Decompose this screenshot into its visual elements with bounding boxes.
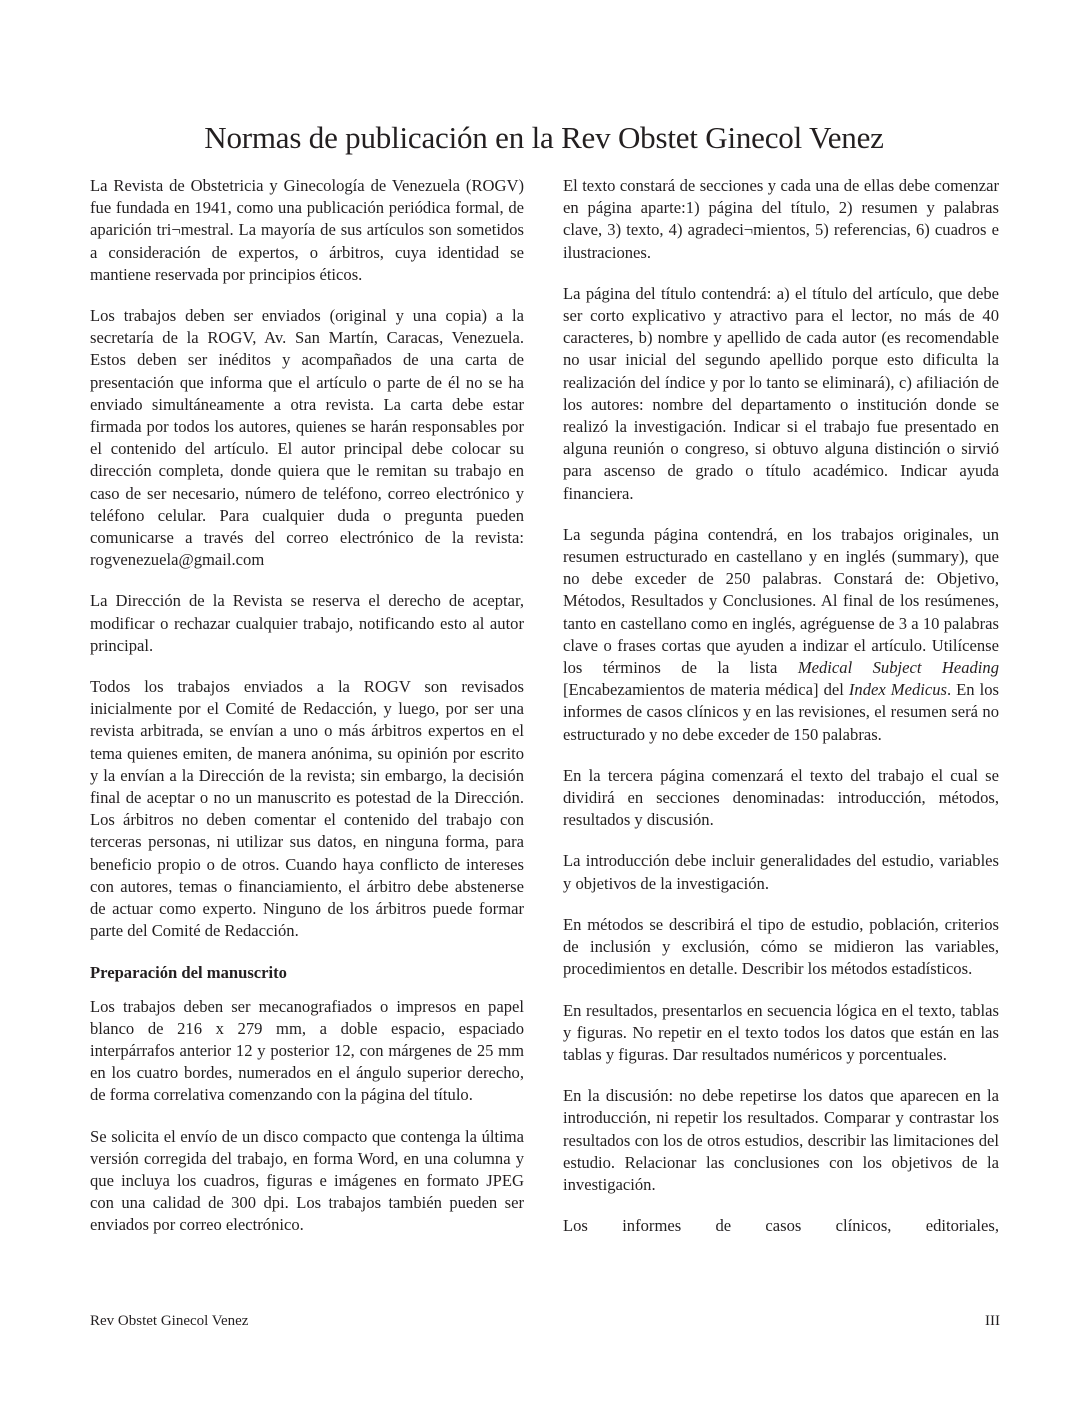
footer-page-number: III — [985, 1313, 1000, 1329]
paragraph-abstract — [563, 524, 999, 746]
paragraph-discussion: En la discusión: no debe repetirse los datos que aparecen en la introducción, ni repetir los resultados. Comparar y contrastar los resultados con los de otros estudios, describir las limitaciones del estudio. Relacionar las conclusiones con los objetivos de la investigación. — [563, 1086, 999, 1194]
paragraph-submission: Los trabajos deben ser enviados (original y una copia) a la secretaría de la ROGV, Av. San Martín, Caracas, Venezuela. Estos deben ser inéditos y acompañados de una carta de presentación que informa que el artículo o parte de él no se ha enviado simultáneamente a otra revista. La carta debe estar firmada por todos los autores, quienes se harán responsables por el contenido del artículo. El autor principal debe colocar su dirección completa, donde quiera que le remitan su trabajo en caso de ser necesario, número de teléfono, correo electrónico y teléfono celular. Para cualquier duda o pregunta pueden comunicarse a través del correo electrónico de la revista: rogvenezuela@gmail.com — [90, 306, 524, 570]
paragraph-title-page: La página del título contendrá: a) el título del artículo, que debe ser corto explicativo y atractivo para el lector, no más de 40 caracteres, b) nombre y apellido de cada autor (es recomendable no usar inicial del segundo apellido porque esto dificulta la realización del índice y por lo tanto se eliminará), c) afiliación de los autores: nombre del departamento o institución donde se realizó la investigación. Indicar si el trabajo fue presentado en alguna reunión o congreso, si obtuvo alguna distinción o sirvió para ascenso de grado o título académico. Indicar ayuda financiera. — [563, 283, 999, 503]
abstract-text-a: La segunda página contendrá, en los trabajos originales, un resumen estructurado en castellano y en inglés (summary), que no debe exceder de 250 palabras. Constará de: Objetivo, Métodos, Resultados y Conclusiones. Al final de los resúmenes, tanto en castellano como en inglés, agréguense de 3 a 10 palabras clave o frases cortas que ayuden a indizar el artículo. Utilícense los términos de la lista — [563, 524, 999, 678]
paragraph-case-reports: Los informes de casos clínicos, editoriales, — [563, 1216, 999, 1236]
paragraph-results: En resultados, presentarlos en secuencia lógica en el texto, tablas y figuras. No repetir en el texto todos los datos que están en las tablas y figuras. Dar resultados numéricos y porcentuales. — [563, 1000, 999, 1064]
paragraph-introduction: La introducción debe incluir generalidades del estudio, variables y objetivos de la investigación. — [563, 851, 999, 893]
abstract-term-index-medicus: Index Medicus — [848, 680, 947, 700]
section-heading-manuscript-preparation: Preparación del manuscrito — [90, 962, 287, 982]
abstract-text-c: . En los informes de casos clínicos y en las revisiones, el resumen será no estructurado y no debe exceder de 150 palabras. — [563, 680, 999, 744]
abstract-term-mesh: Medical Subject Heading — [797, 658, 1000, 678]
paragraph-methods: En métodos se describirá el tipo de estudio, población, criterios de inclusión y exclusión, cómo se midieron las variables, procedimientos en detalle. Describir los métodos estadísticos. — [563, 914, 999, 979]
paragraph-sections: El texto constará de secciones y cada una de ellas debe comenzar en página aparte:1) página del título, 2) resumen y palabras clave, 3) texto, 4) agradeci¬mientos, 5) referencias, 6) cuadros e ilustraciones. — [563, 176, 999, 262]
footer-journal-name: Rev Obstet Ginecol Venez — [90, 1313, 249, 1329]
paragraph-journal-intro: La Revista de Obstetricia y Ginecología de Venezuela (ROGV) fue fundada en 1941, como una publicación periódica formal, de aparición tri¬mestral. La mayoría de sus artículos son sometidos a consideración de expertos, o árbitros, cuya identidad se mantiene reservada por principios éticos. — [90, 176, 524, 284]
abstract-text-b: [Encabezamientos de materia médica] del — [563, 680, 849, 700]
left-column — [90, 175, 524, 1256]
paragraph-peer-review: Todos los trabajos enviados a la ROGV son revisados inicialmente por el Comité de Redacción, y luego, por ser una revista arbitrada, se envían a uno o más árbitros expertos en el tema quienes emiten, de manera anónima, su opinión por escrito y la envían a la Dirección de la revista; sin embargo, la decisión final de aceptar o no un manuscrito es potestad de la Dirección. Los árbitros no deben comentar el contenido del trabajo con terceras personas, ni utilizar sus datos, en ninguna forma, para beneficio propio o de otros. Cuando haya conflicto de intereses con autores, temas o financiamiento, el árbitro debe abstenerse de actuar como experto. Ninguno de los árbitros puede formar parte del Comité de Redacción. — [90, 677, 524, 941]
page-title: Normas de publicación en la Rev Obstet Ginecol Venez — [204, 120, 884, 155]
paragraph-digital-submission: Se solicita el envío de un disco compacto que contenga la última versión corregida del trabajo, en forma Word, en una columna y que incluya los cuadros, figuras e imágenes en formato JPEG con una calidad de 300 dpi. Los trabajos también pueden ser enviados por correo electrónico. — [90, 1126, 524, 1235]
paragraph-third-page: En la tercera página comenzará el texto del trabajo el cual se dividirá en secciones denominadas: introducción, métodos, resultados y discusión. — [563, 765, 999, 830]
paragraph-editorial-rights: La Dirección de la Revista se reserva el derecho de aceptar, modificar o rechazar cualquier trabajo, notificando esto al autor principal. — [90, 591, 524, 655]
right-column — [563, 175, 999, 1256]
paragraph-format: Los trabajos deben ser mecanografiados o impresos en papel blanco de 216 x 279 mm, a doble espacio, espaciado interpárrafos anterior 12 y posterior 12, con márgenes de 25 mm en los cuatro bordes, numerados en el ángulo superior derecho, de forma correlativa comenzando con la página del título. — [90, 996, 524, 1105]
